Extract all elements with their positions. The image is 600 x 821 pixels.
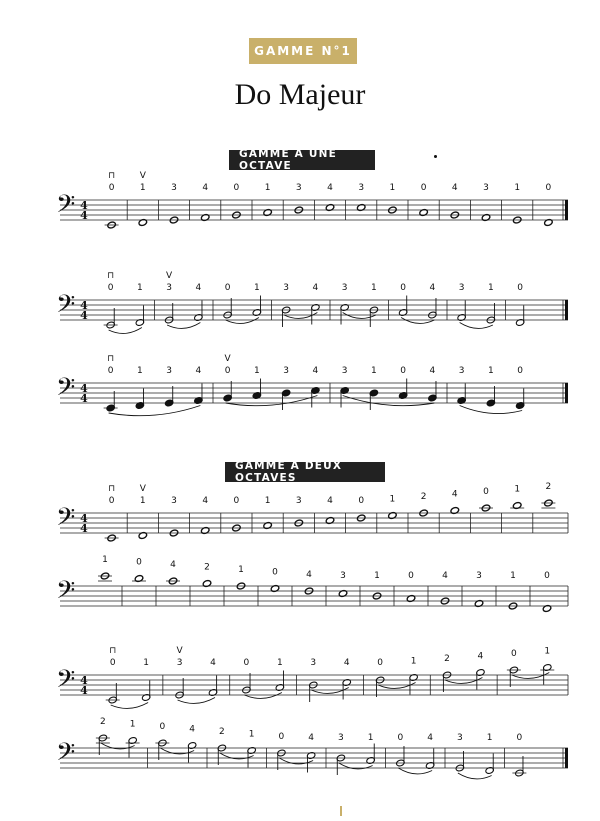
fingering-number: 1 xyxy=(389,494,396,505)
slur xyxy=(111,703,148,709)
bass-clef: 𝄢 xyxy=(56,190,76,225)
fingering-number: 4 xyxy=(170,560,176,570)
fingering-number: 4 xyxy=(189,724,195,735)
fingering-number: 3 xyxy=(295,183,302,193)
fingering-number: 4 xyxy=(327,496,333,506)
slur xyxy=(226,318,259,324)
fingering-number: 1 xyxy=(488,366,494,376)
down-bow-mark: ⊓ xyxy=(109,646,117,656)
fingering-number: 1 xyxy=(410,656,417,667)
fingering-number: 3 xyxy=(295,496,302,506)
bass-clef: 𝄢 xyxy=(56,738,76,773)
fingering-number: 0 xyxy=(516,733,523,743)
fingering-number: 4 xyxy=(202,496,209,506)
time-signature-top: 4 xyxy=(80,674,88,687)
fingering-number: 3 xyxy=(283,366,289,376)
section-label-two-octaves: GAMME À DEUX OCTAVES xyxy=(225,462,385,482)
up-bow-mark: V xyxy=(224,354,231,364)
fingering-number: 1 xyxy=(254,366,260,376)
fingering-number: 0 xyxy=(545,183,552,193)
slur xyxy=(244,693,281,699)
fingering-number: 0 xyxy=(510,649,517,659)
fingering-number: 4 xyxy=(195,366,202,376)
fingering-number: 1 xyxy=(254,283,260,293)
fingering-number: 0 xyxy=(408,571,414,581)
up-bow-mark: V xyxy=(176,646,183,656)
fingering-number: 3 xyxy=(483,183,489,193)
fingering-number: 3 xyxy=(458,283,465,293)
fingering-number: 4 xyxy=(477,651,484,662)
fingering-number: 0 xyxy=(544,571,550,581)
fingering-number: 1 xyxy=(371,283,377,293)
slur xyxy=(343,396,435,406)
fingering-number: 4 xyxy=(202,183,209,193)
slur xyxy=(398,768,432,774)
staff-system xyxy=(56,555,568,612)
fingering-number: 1 xyxy=(371,366,377,376)
final-barline-thick xyxy=(565,383,568,403)
fingering-number: 0 xyxy=(358,496,365,506)
fingering-number: 0 xyxy=(233,496,240,506)
fingering-number: 0 xyxy=(397,733,404,743)
fingering-number: 1 xyxy=(137,366,143,376)
fingering-number: 1 xyxy=(514,484,521,495)
fingering-number: 4 xyxy=(427,733,433,743)
fingering-number: 3 xyxy=(458,366,465,376)
up-bow-mark: V xyxy=(166,271,173,281)
down-bow-mark: ⊓ xyxy=(108,484,116,494)
up-bow-mark: V xyxy=(139,171,146,181)
fingering-number: 2 xyxy=(204,562,210,573)
staff-system xyxy=(56,482,568,542)
fingering-number: 4 xyxy=(429,283,436,293)
page-title: Do Majeur xyxy=(234,78,366,111)
fingering-number: 1 xyxy=(510,571,516,581)
fingering-number: 0 xyxy=(517,283,523,293)
fingering-number: 3 xyxy=(338,733,344,743)
final-barline-thick xyxy=(565,300,568,320)
slur xyxy=(460,323,493,329)
slur xyxy=(178,698,215,704)
fingering-number: 0 xyxy=(224,283,231,293)
slur xyxy=(401,318,434,324)
fingering-number: 2 xyxy=(100,717,106,727)
staff-system xyxy=(56,271,568,333)
fingering-number: 1 xyxy=(514,183,521,193)
staff-system xyxy=(56,354,568,416)
time-signature-top: 4 xyxy=(80,512,88,525)
bass-clef: 𝄢 xyxy=(56,290,76,325)
fingering-number: 0 xyxy=(377,658,384,668)
fingering-number: 3 xyxy=(283,283,289,293)
final-barline-thick xyxy=(565,200,568,220)
down-bow-mark: ⊓ xyxy=(108,171,116,181)
fingering-number: 1 xyxy=(143,658,150,668)
fingering-number: 1 xyxy=(389,183,396,193)
bass-clef: 𝄢 xyxy=(56,576,76,611)
fingering-number: 0 xyxy=(107,283,114,293)
fingering-number: 4 xyxy=(327,183,333,193)
staff-system xyxy=(56,646,568,708)
time-signature-bottom: 4 xyxy=(80,309,88,322)
time-signature-top: 4 xyxy=(80,199,88,212)
fingering-number: 0 xyxy=(400,366,406,376)
fingering-number: 1 xyxy=(137,283,143,293)
fingering-number: 1 xyxy=(139,183,146,193)
down-bow-mark: ⊓ xyxy=(107,354,115,364)
slur xyxy=(343,313,376,319)
fingering-number: 1 xyxy=(102,555,108,565)
fingering-number: 2 xyxy=(420,492,427,502)
fingering-number: 4 xyxy=(312,366,319,376)
fingering-number: 1 xyxy=(139,496,146,506)
fingering-number: 0 xyxy=(107,366,114,376)
fingering-number: 0 xyxy=(400,283,406,293)
fingering-number: 1 xyxy=(276,658,283,668)
fingering-number: 3 xyxy=(341,366,348,376)
staff-system xyxy=(56,717,568,779)
staff-system xyxy=(56,171,568,229)
fingering-number: 3 xyxy=(340,571,346,581)
fingering-number: 0 xyxy=(136,557,142,568)
down-bow-mark: ⊓ xyxy=(107,271,115,281)
fingering-number: 4 xyxy=(442,571,448,581)
fingering-number: 0 xyxy=(224,366,231,376)
time-signature-bottom: 4 xyxy=(80,522,88,535)
fingering-number: 0 xyxy=(517,366,523,376)
scale-number-badge: GAMME N°1 xyxy=(249,38,357,64)
fingering-number: 4 xyxy=(429,366,436,376)
fingering-number: 1 xyxy=(374,571,380,581)
fingering-number: 4 xyxy=(343,658,350,668)
slur xyxy=(226,396,318,406)
fingering-number: 1 xyxy=(486,733,493,743)
fingering-number: 3 xyxy=(476,571,482,581)
time-signature-bottom: 4 xyxy=(80,209,88,222)
fingering-number: 3 xyxy=(310,658,317,668)
time-signature-top: 4 xyxy=(80,299,88,312)
fingering-number: 1 xyxy=(264,496,271,506)
fingering-number: 0 xyxy=(278,732,285,742)
fingering-number: 1 xyxy=(544,646,551,657)
fingering-number: 3 xyxy=(166,283,172,293)
slur xyxy=(167,323,200,329)
fingering-number: 4 xyxy=(308,733,314,743)
fingering-number: 0 xyxy=(108,496,115,506)
bass-clef: 𝄢 xyxy=(56,503,76,538)
fingering-number: 4 xyxy=(195,283,202,293)
slur xyxy=(284,313,317,319)
time-signature-bottom: 4 xyxy=(80,684,88,697)
fingering-number: 4 xyxy=(210,658,216,668)
fingering-number: 1 xyxy=(264,183,271,193)
slur xyxy=(458,773,492,779)
fingering-number: 2 xyxy=(444,654,450,664)
fingering-number: 2 xyxy=(219,727,225,737)
fingering-number: 3 xyxy=(166,366,172,376)
fingering-number: 3 xyxy=(341,283,348,293)
fingering-number: 1 xyxy=(488,283,494,293)
fingering-number: 4 xyxy=(306,570,312,580)
fingering-number: 1 xyxy=(367,733,374,743)
fingering-number: 0 xyxy=(108,183,115,193)
time-signature-bottom: 4 xyxy=(80,392,88,405)
slur xyxy=(460,406,523,414)
fingering-number: 1 xyxy=(248,729,255,740)
time-signature-top: 4 xyxy=(80,382,88,395)
fingering-number: 3 xyxy=(457,733,463,743)
fingering-number: 3 xyxy=(176,658,183,668)
fingering-number: 0 xyxy=(159,722,166,732)
fingering-number: 1 xyxy=(129,719,136,730)
fingering-number: 4 xyxy=(451,489,458,500)
fingering-number: 0 xyxy=(243,658,250,668)
fingering-number: 0 xyxy=(109,658,116,668)
fingering-number: 4 xyxy=(312,283,319,293)
slur xyxy=(109,328,142,334)
fingering-number: 3 xyxy=(171,496,177,506)
fingering-number: 1 xyxy=(238,565,244,575)
bass-clef: 𝄢 xyxy=(56,373,76,408)
section-label-one-octave: GAMME À UNE OCTAVE xyxy=(229,150,375,170)
final-barline-thick xyxy=(565,748,568,768)
fingering-number: 0 xyxy=(420,183,427,193)
fingering-number: 3 xyxy=(171,183,177,193)
bass-clef: 𝄢 xyxy=(56,665,76,700)
fingering-number: 0 xyxy=(233,183,240,193)
fingering-number: 0 xyxy=(272,567,278,578)
fingering-number: 4 xyxy=(451,183,458,193)
slur xyxy=(109,406,201,416)
fingering-number: 3 xyxy=(358,183,365,193)
fingering-number: 2 xyxy=(545,482,552,492)
fingering-number: 0 xyxy=(483,487,489,497)
up-bow-mark: V xyxy=(139,484,146,494)
